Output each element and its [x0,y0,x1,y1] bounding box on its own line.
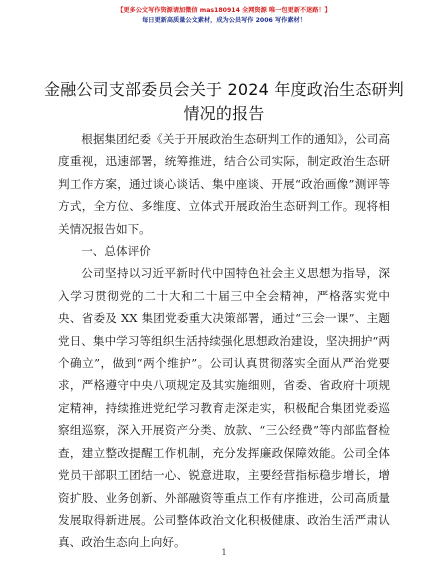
section-heading: 一、总体评价 [81,244,151,259]
document-body [58,128,390,554]
intro-paragraph: 根据集团纪委《关于开展政治生态研判工作的通知》，公司高度重视，迅速部署，统筹推进，结合公司实际，制定政治生态研判工作方案，通过谈心谈话、集中座谈、开展“政治画像”测评等方式，全方位、多维度、立体式开展政治生态研判工作。现将相关情况报告如下。 [58,132,390,236]
document-title: 金融公司支部委员会关于 2024 年度政治生态研判情况的报告 [44,80,404,123]
promo-banner-line-2: 每日更新高质量公文素材，成为公员写作 2006 写作素材！ [142,17,306,24]
section-paragraph: 公司坚持以习近平新时代中国特色社会主义思想为指导，深入学习贯彻党的二十大和二十届三中全会精神，严格落实党中央、省委及 XX 集团党委重大决策部署，通过“三会一课”、主题党日、集中学习等组织生活持续强化思想政治建设，坚决拥护“两个确立”，做到“两个维护”。公司认真贯彻落实全面从严治党要求，严格遵守中央八项规定及其实施细则，省委、省政府十项规定精神，持续推进党纪学习教育走深走实，积极配合集团党委巡察组巡察，深入开展资产分类、放款、“三公经费”等内部监督检查，建立整改提醒工作机制，充分发挥廉政保障效能。公司全体党员干部职工团结一心、锐意进取，主要经营指标稳步增长，增资扩股、业务创新、外部融资等重点工作有序推进，公司高质量发展取得新进展。公司整体政治文化积极健康、政治生活严肃认真、政治生态向上向好。 [58,266,390,550]
page-number: 1 [221,548,227,557]
promo-banner [0,6,448,26]
promo-banner-line-1: 【更多公文写作资源请加微信 mas180914 全网资源 唯一包更新不迷路！】 [117,7,331,14]
